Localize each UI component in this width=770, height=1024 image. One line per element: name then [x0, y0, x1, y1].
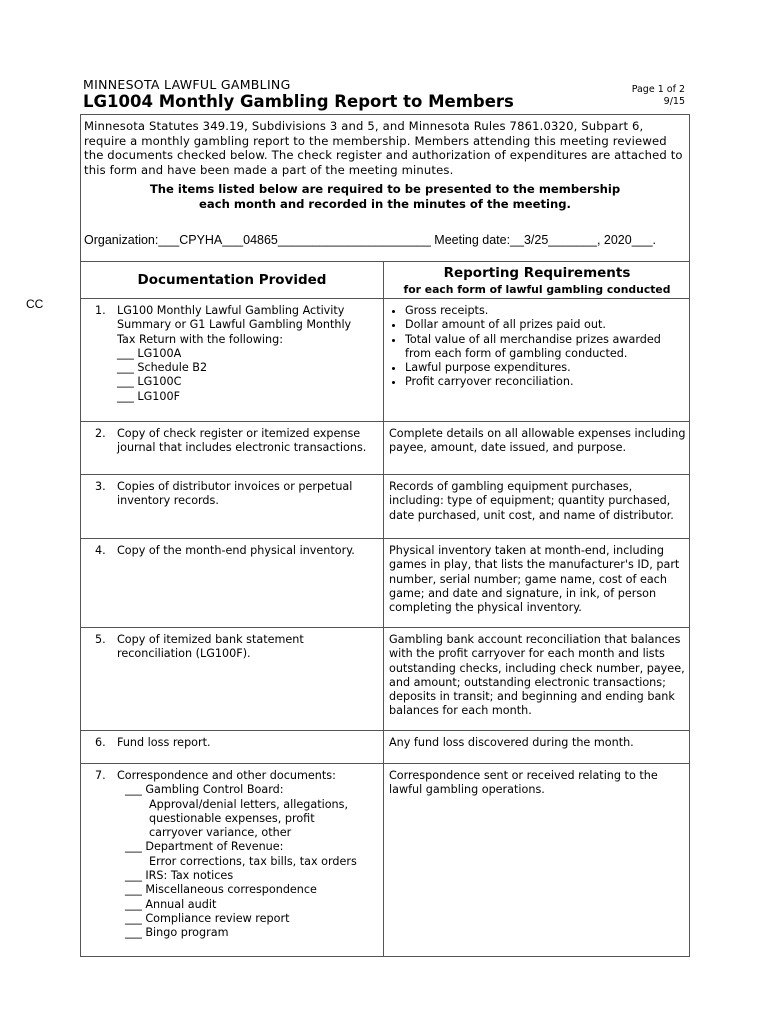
- doc-checkbox-line: ___ IRS: Tax notices: [125, 869, 234, 883]
- row-divider: [81, 763, 689, 764]
- intro-section: [80, 114, 690, 262]
- agency-name: MINNESOTA LAWFUL GAMBLING: [83, 77, 291, 92]
- doc-item-4: [95, 544, 385, 558]
- item-number: 7.: [95, 769, 106, 782]
- item-number: 1.: [95, 304, 106, 317]
- doc-line: Copy of itemized bank statement: [117, 633, 304, 646]
- item-number: 6.: [95, 736, 106, 749]
- intro-text: Minnesota Statutes 349.19, Subdivisions 3 and 5, and Minnesota Rules 7861.0320, Subpart 6, require a monthly gambling report to the membership. Members attending this meeting reviewed the documents checked below. The check register and authorization of expenditures are attached to this form and have been made a part of the meeting minutes.: [84, 119, 683, 177]
- req-bullet: • Dollar amount of all prizes paid out.: [405, 318, 689, 332]
- item-number: 2.: [95, 427, 106, 440]
- organization-meeting-line: Organization:___CPYHA___04865______________________ Meeting date:__3/25_______, 2020___.: [84, 233, 657, 247]
- doc-checkbox-line: ___ Schedule B2: [117, 361, 208, 375]
- doc-subline: Error corrections, tax bills, tax orders: [149, 854, 357, 868]
- requirements-header: [383, 265, 691, 296]
- doc-item-5: [95, 633, 385, 662]
- doc-line: Correspondence and other documents:: [117, 769, 336, 782]
- req-item-1: [389, 304, 689, 390]
- doc-line: Copy of check register or itemized expense: [117, 427, 361, 440]
- doc-item-6: [95, 736, 385, 750]
- req-item-5: Gambling bank account reconciliation that balances with the profit carryover for each month and lists outstanding checks, including check number, payee, and amount; outstanding electronic transactions; deposits in transit; and beginning and ending bank balances for each month.: [389, 633, 685, 718]
- row-divider: [81, 421, 689, 422]
- doc-checkbox-line: ___ Compliance review report: [125, 911, 290, 925]
- item-number: 4.: [95, 544, 106, 557]
- documentation-header: Documentation Provided: [137, 272, 327, 288]
- req-bullet: • Total value of all merchandise prizes awarded from each form of gambling conducted.: [405, 333, 689, 362]
- req-item-4: Physical inventory taken at month-end, including games in play, that lists the manufacturer's ID, part number, serial number; game name, cost of each game; and date and signature, in ink, of person completing the physical inventory.: [389, 544, 680, 615]
- doc-checkbox-line: ___ LG100F: [117, 389, 181, 403]
- doc-subline: questionable expenses, profit: [149, 811, 315, 825]
- requirements-subtitle: for each form of lawful gambling conducted: [403, 283, 671, 296]
- requirements-title: Reporting Requirements: [443, 265, 631, 281]
- doc-checkbox-line: ___ Miscellaneous correspondence: [125, 883, 317, 897]
- form-title: LG1004 Monthly Gambling Report to Members: [83, 92, 514, 111]
- req-bullet: • Gross receipts.: [405, 304, 689, 318]
- req-item-3: Records of gambling equipment purchases, including: type of equipment; quantity purchased, date purchased, unit cost, and name of distributor.: [389, 480, 674, 522]
- doc-line: LG100 Monthly Lawful Gambling Activity: [117, 304, 345, 317]
- doc-line: journal that includes electronic transactions.: [117, 441, 367, 455]
- doc-line: Fund loss report.: [117, 736, 211, 749]
- row-divider: [81, 474, 689, 475]
- req-item-7: Correspondence sent or received relating to the lawful gambling operations.: [389, 769, 658, 797]
- row-divider: [81, 538, 689, 539]
- row-divider: [81, 730, 689, 731]
- doc-checkbox-line: ___ Annual audit: [125, 897, 217, 911]
- doc-checkbox-line: ___ Bingo program: [125, 926, 229, 940]
- req-bullet: • Lawful purpose expenditures.: [405, 361, 689, 375]
- doc-line: Copies of distributor invoices or perpetual: [117, 480, 353, 493]
- doc-line: inventory records.: [117, 494, 219, 508]
- notice-line-1: The items listed below are required to be presented to the membership: [149, 182, 621, 196]
- doc-line: Tax Return with the following:: [117, 332, 283, 346]
- side-mark: CC: [26, 297, 44, 311]
- page-info: [632, 84, 685, 108]
- form-version: 9/15: [663, 96, 685, 107]
- notice-line-2: each month and recorded in the minutes of the meeting.: [199, 196, 571, 211]
- doc-checkbox-line: ___ LG100C: [117, 375, 182, 389]
- documentation-table: [80, 261, 690, 957]
- membership-notice: [81, 182, 689, 211]
- doc-subline: Approval/denial letters, allegations,: [149, 797, 349, 811]
- doc-item-1: [95, 304, 385, 404]
- doc-item-2: [95, 427, 385, 456]
- doc-checkbox-line: ___ LG100A: [117, 346, 182, 360]
- doc-line: Summary or G1 Lawful Gambling Monthly: [117, 318, 352, 332]
- doc-checkbox-line: ___ Department of Revenue:: [125, 840, 284, 854]
- req-item-6: Any fund loss discovered during the month.: [389, 736, 634, 749]
- doc-checkbox-line: ___ Gambling Control Board:: [125, 783, 284, 797]
- page-number: Page 1 of 2: [631, 84, 685, 95]
- doc-line: reconciliation (LG100F).: [117, 647, 251, 661]
- row-divider: [81, 627, 689, 628]
- doc-line: Copy of the month-end physical inventory.: [117, 544, 355, 557]
- item-number: 3.: [95, 480, 106, 493]
- req-item-2: Complete details on all allowable expenses including payee, amount, date issued, and purpose.: [389, 427, 686, 455]
- req-bullet: • Profit carryover reconciliation.: [405, 375, 689, 389]
- doc-subline: carryover variance, other: [149, 826, 292, 840]
- doc-item-7: [95, 769, 385, 941]
- row-divider: [81, 298, 689, 299]
- item-number: 5.: [95, 633, 106, 646]
- doc-item-3: [95, 480, 385, 509]
